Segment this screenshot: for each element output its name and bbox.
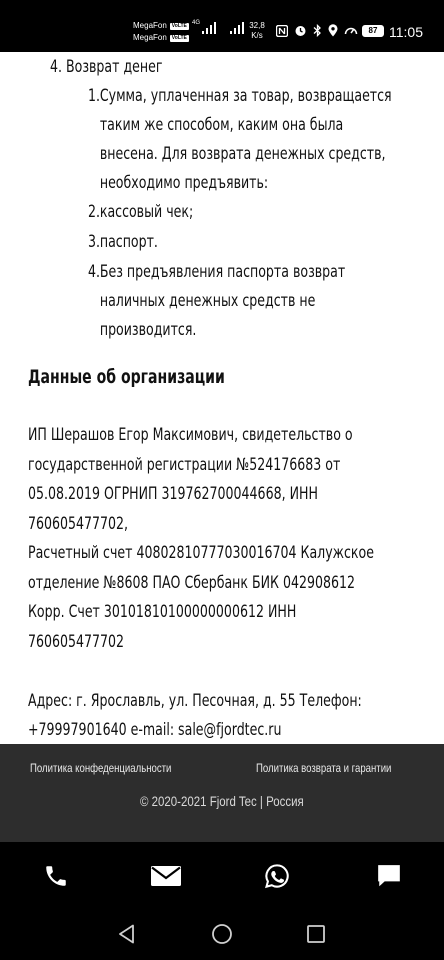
list-item-number: 1.: [88, 86, 101, 106]
signal-icon-1: [202, 22, 216, 34]
privacy-policy-link-text: Политика конфеденциальности: [30, 761, 172, 775]
network-speed-unit: K/s: [251, 31, 263, 40]
network-speed-value: 32,8: [249, 21, 265, 30]
details-line: 05.08.2019 ОГРНИП 319762700044668, ИНН: [28, 484, 318, 504]
copyright: [0, 793, 444, 809]
bluetooth-icon: [313, 24, 322, 37]
whatsapp-icon[interactable]: [264, 863, 290, 889]
contact-bar: [0, 842, 444, 908]
nfc-icon: [276, 25, 288, 37]
list-item-line: Без предъявления паспорта возврат: [99, 262, 346, 282]
list-item-line: Сумма, уплаченная за товар, возвращается: [99, 86, 392, 106]
signal-strength: [192, 22, 244, 34]
mail-icon[interactable]: [150, 863, 182, 889]
site-footer: [0, 744, 444, 842]
list-item-line: кассовый чек;: [99, 202, 194, 222]
section-title: [28, 365, 294, 389]
details-line: Корр. Счет 30101810100000000612 ИНН: [28, 602, 297, 622]
carrier-info: [133, 20, 189, 44]
system-nav-bar: [0, 908, 444, 960]
back-icon[interactable]: [115, 922, 139, 946]
details-line: Расчетный счет 40802810777030016704 Калужское: [28, 543, 374, 563]
returns-heading: [50, 56, 202, 78]
list-item-line: производится.: [99, 320, 197, 340]
recents-icon[interactable]: [304, 922, 328, 946]
phone-email-line: +79997901640 e-mail: sale@fjordtec.ru: [28, 720, 282, 740]
alarm-icon: [294, 24, 307, 37]
status-bar: [0, 0, 444, 52]
phone-icon[interactable]: [43, 863, 69, 889]
chat-icon[interactable]: [376, 863, 402, 889]
details-line: государственной регистрации №524176683 от: [28, 454, 341, 475]
returns-heading-text: 4. Возврат денег: [50, 57, 163, 77]
details-line: 760605477702,: [28, 513, 129, 534]
page-content: [0, 52, 444, 744]
home-icon[interactable]: [210, 922, 234, 946]
list-item-number: 3.: [88, 232, 101, 252]
status-icons: [276, 24, 358, 37]
details-line: 760605477702: [28, 631, 125, 652]
network-type-label: 4G: [192, 20, 201, 26]
volte-badge-1: VoLTE: [171, 22, 187, 29]
battery-indicator: 87: [362, 25, 384, 37]
contact-details: [28, 687, 444, 744]
list-item-number: 2.: [88, 202, 101, 222]
list-item-line: таким же способом, каким она была: [99, 115, 344, 135]
carrier-name-1: MegaFon: [133, 21, 167, 30]
list-item-line: внесена. Для возврата денежных средств,: [99, 144, 386, 164]
details-line: ИП Шерашов Егор Максимович, свидетельство о: [28, 425, 353, 445]
location-icon: [328, 24, 338, 37]
copyright-text: © 2020-2021 Fjord Tec | Россия: [140, 793, 304, 809]
network-speed: [244, 21, 270, 41]
signal-icon-2: [230, 22, 244, 34]
list-item-line: паспорт.: [99, 232, 158, 252]
list-item-line: наличных денежных средств не: [99, 291, 316, 311]
details-line: отделение №8608 ПАО Сбербанк БИК 042908612: [28, 572, 356, 593]
privacy-policy-link[interactable]: [30, 761, 207, 775]
volte-badge-2: VoLTE: [171, 34, 187, 41]
address-line: Адрес: г. Ярославль, ул. Песочная, д. 55 Телефон:: [28, 691, 362, 711]
organization-details: [28, 421, 444, 657]
carrier-name-2: MegaFon: [133, 33, 167, 42]
list-item-number: 4.: [88, 262, 101, 282]
speedometer-icon: [344, 24, 358, 37]
list-item-line: необходимо предъявить:: [99, 173, 269, 193]
clock: 11:05: [389, 24, 423, 40]
return-policy-link[interactable]: [256, 761, 425, 775]
return-policy-link-text: Политика возврата и гарантии: [256, 761, 392, 775]
section-title-text: Данные об организации: [28, 366, 225, 388]
